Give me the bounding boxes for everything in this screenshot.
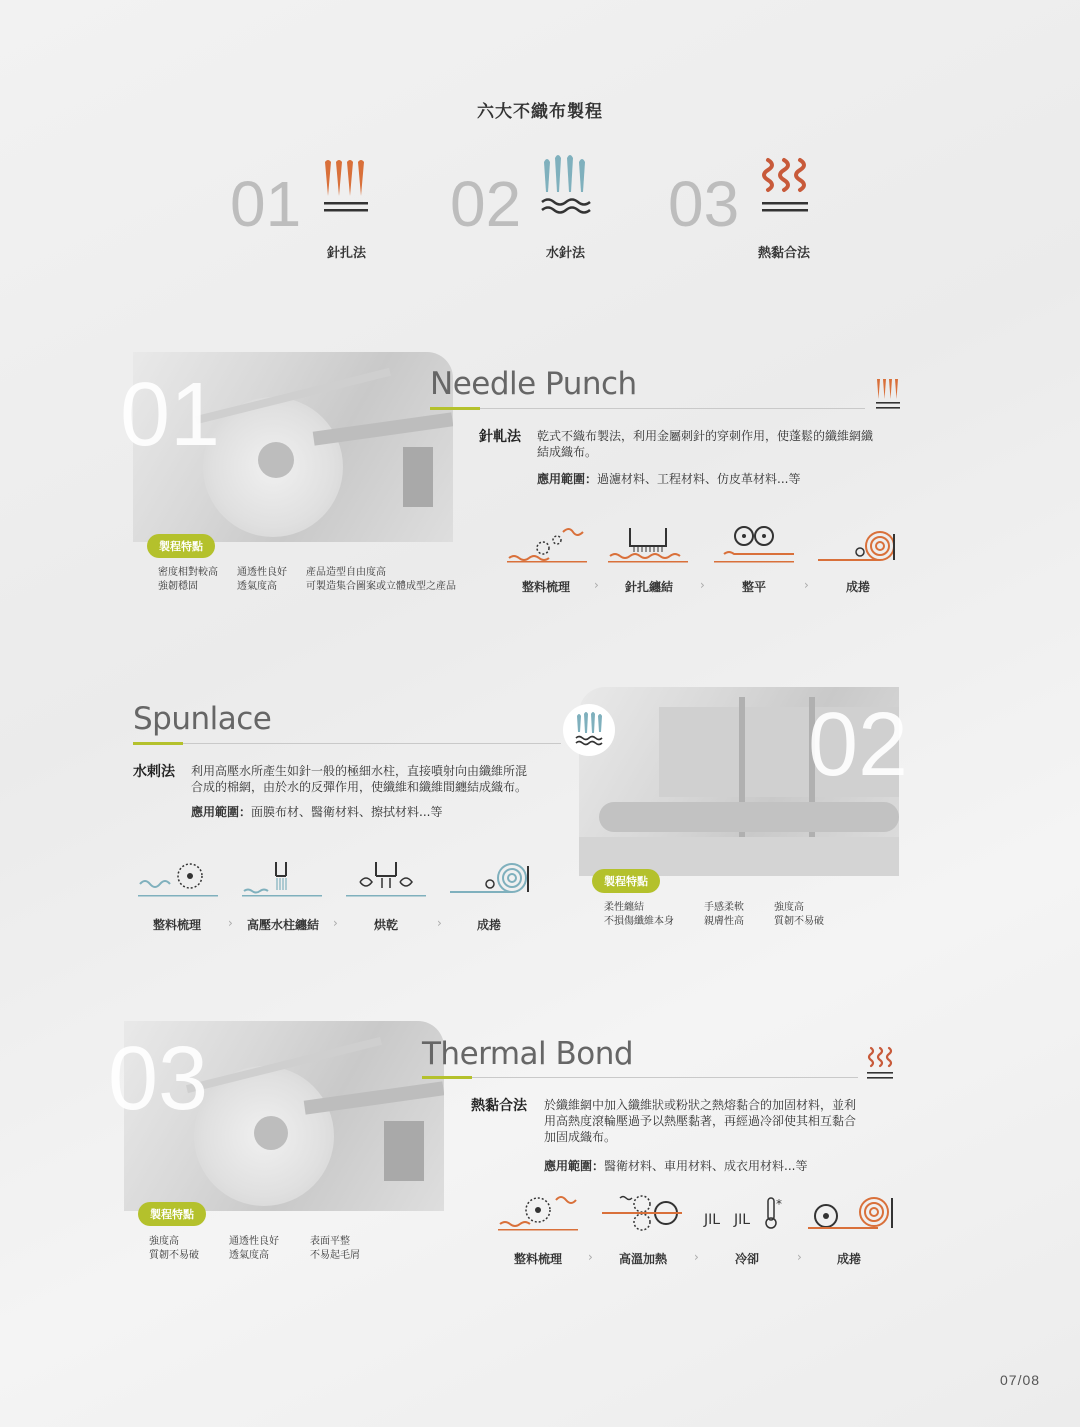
term-needle-punch: 針軋法 — [479, 429, 521, 445]
top-number-01: 01 — [230, 168, 302, 240]
svg-text:JIL: JIL — [704, 1212, 721, 1228]
feature-2-3: 強度高 質韌不易破 — [774, 902, 824, 927]
page-number: 07/08 — [1000, 1372, 1041, 1388]
flattening-icon — [714, 524, 794, 564]
step-3-3: 冷卻 — [734, 1252, 759, 1266]
heat-icon-small — [866, 1046, 894, 1080]
application-needle-punch: 應用範圍：過濾材料、工程材料、仿皮革材料...等 — [537, 472, 801, 486]
feature-3-3: 表面平整 不易起毛屑 — [310, 1236, 360, 1261]
heating-roller-icon — [602, 1192, 682, 1232]
feature-1-2: 通透性良好 透氣度高 — [237, 567, 287, 592]
feature-1-1: 密度相對較高 強韌穩固 — [158, 567, 218, 592]
chevron-right-icon: › — [797, 1250, 802, 1264]
top-number-03: 03 — [668, 168, 740, 240]
drying-icon — [346, 858, 426, 898]
chevron-right-icon: › — [333, 916, 338, 930]
step-1-2: 針扎纏結 — [624, 580, 673, 594]
needle-icon-small — [875, 376, 901, 410]
section-accent — [422, 1076, 472, 1079]
step-2-4: 成捲 — [476, 918, 501, 932]
water-jet-icon — [540, 156, 592, 216]
water-needling-icon — [242, 858, 322, 898]
section-number-01: 01 — [120, 365, 221, 465]
carding-icon — [507, 524, 587, 564]
top-label-needle: 針扎法 — [327, 246, 367, 261]
section-rule — [133, 743, 561, 744]
step-2-3: 烘乾 — [373, 918, 398, 932]
feature-3-2: 通透性良好 透氣度高 — [229, 1236, 279, 1261]
chevron-right-icon: › — [804, 578, 809, 592]
desc-thermal-bond: 於纖維網中加入纖維狀或粉狀之熱熔黏合的加固材料，並利 用高熱度滾輪壓過予以熱壓黏著，再經過冷卻使其相互黏合 加固成織布。 — [544, 1098, 857, 1144]
svg-text:*: * — [776, 1197, 782, 1211]
carding-icon — [498, 1192, 578, 1232]
section-title-spunlace: Spunlace — [133, 701, 272, 737]
rolling-icon — [450, 858, 530, 898]
section-accent — [133, 742, 183, 745]
section-rule — [430, 408, 865, 409]
term-spunlace: 水剌法 — [133, 764, 175, 780]
feature-badge-01: 製程特點 — [147, 534, 215, 558]
step-3-4: 成捲 — [836, 1252, 861, 1266]
term-thermal-bond: 熱黏合法 — [471, 1098, 527, 1114]
svg-text:JIL: JIL — [734, 1212, 751, 1228]
section-title-thermal-bond: Thermal Bond — [422, 1036, 634, 1072]
feature-badge-03: 製程特點 — [138, 1202, 206, 1226]
section-number-02: 02 — [808, 695, 909, 795]
needle-icon — [322, 158, 370, 214]
step-3-1: 整料梳理 — [513, 1252, 562, 1266]
step-1-4: 成捲 — [845, 580, 870, 594]
step-2-2: 高壓水柱纏結 — [246, 918, 319, 932]
step-1-1: 整料梳理 — [521, 580, 570, 594]
feature-3-1: 強度高 質韌不易破 — [149, 1236, 199, 1261]
desc-spunlace: 利用高壓水所產生如針一般的極細水柱，直接噴射向由纖維所混 合成的棉網，由於水的反彈作用，使纖維和纖維間纏結成織布。 — [191, 764, 528, 794]
desc-needle-punch: 乾式不織布製法，利用金屬刺針的穿刺作用，使蓬鬆的纖維網纖 結成織布。 — [537, 429, 874, 459]
section-rule — [422, 1077, 858, 1078]
chevron-right-icon: › — [694, 1250, 699, 1264]
section-number-03: 03 — [108, 1029, 209, 1129]
chevron-right-icon: › — [228, 916, 233, 930]
feature-2-2: 手感柔軟 親膚性高 — [704, 902, 744, 927]
step-3-2: 高溫加熱 — [618, 1252, 667, 1266]
step-1-3: 整平 — [741, 580, 766, 594]
needle-loom-icon — [608, 524, 688, 564]
chevron-right-icon: › — [594, 578, 599, 592]
step-2-1: 整料梳理 — [152, 918, 201, 932]
top-label-water: 水針法 — [546, 246, 586, 261]
application-thermal-bond: 應用範圍：醫衛材料、車用材料、成衣用材料...等 — [544, 1159, 808, 1173]
feature-badge-02: 製程特點 — [592, 869, 660, 893]
cooling-icon — [704, 1192, 788, 1232]
feature-2-1: 柔性纏結 不損傷纖維本身 — [604, 902, 674, 927]
feature-1-3: 產品造型自由度高 可製造集合圖案或立體成型之產品 — [306, 567, 456, 592]
section-title-needle-punch: Needle Punch — [430, 366, 637, 402]
chevron-right-icon: › — [437, 916, 442, 930]
rolling-icon — [808, 1192, 894, 1232]
chevron-right-icon: › — [700, 578, 705, 592]
water-jet-icon-small — [575, 712, 603, 748]
rolling-icon — [818, 524, 898, 564]
page-title: 六大不織布製程 — [477, 102, 603, 122]
top-label-heat: 熱黏合法 — [758, 246, 811, 261]
application-spunlace: 應用範圍：面膜布材、醫衛材料、擦拭材料...等 — [191, 805, 443, 819]
heat-icon — [760, 156, 810, 216]
chevron-right-icon: › — [588, 1250, 593, 1264]
carding-icon — [138, 858, 218, 898]
section-accent — [430, 407, 480, 410]
top-number-02: 02 — [450, 168, 522, 240]
